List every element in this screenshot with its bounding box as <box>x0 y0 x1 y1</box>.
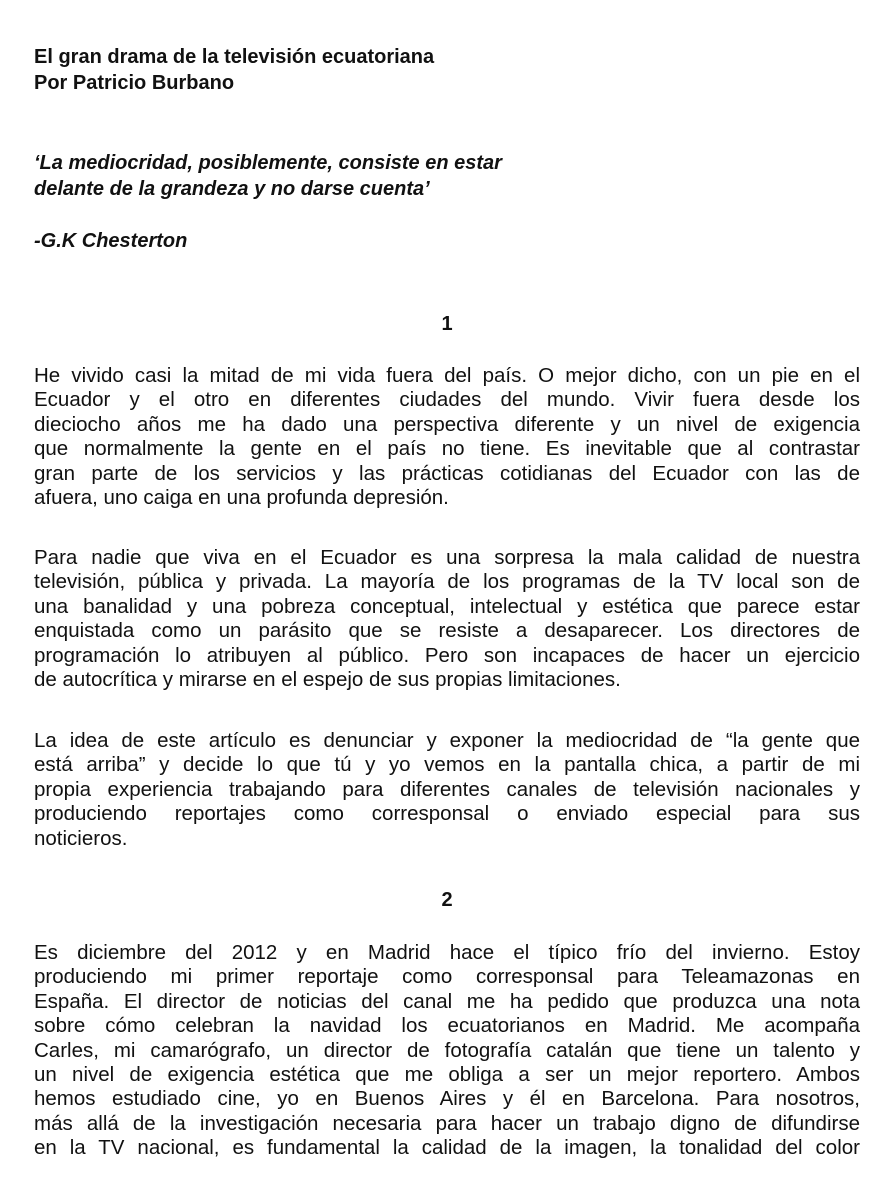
article-title: El gran drama de la televisión ecuatoriana <box>34 46 435 68</box>
text-line: He vivido casi la mitad de mi vida fuera del país. O mejor dicho, con un pie en el <box>34 364 860 387</box>
paragraph-1-3 <box>34 729 860 851</box>
text-line: que normalmente la gente en el país no tiene. Es inevitable que al contrastar <box>34 437 860 461</box>
text-line: un nivel de exigencia estética que me obliga a ser un mejor reportero. Ambos <box>34 1063 860 1087</box>
section-number-2: 2 <box>441 889 453 911</box>
epigraph-line-2: delante de la grandeza y no darse cuenta’ <box>34 178 430 200</box>
section-number-1: 1 <box>441 313 453 335</box>
text-line: Es diciembre del 2012 y en Madrid hace el típico frío del invierno. Estoy <box>34 941 860 964</box>
text-line: sobre cómo celebran la navidad los ecuatorianos en Madrid. Me acompaña <box>34 1014 860 1038</box>
epigraph-line-1: ‘La mediocridad, posiblemente, consiste en estar <box>34 152 502 174</box>
title-block <box>34 44 860 96</box>
text-line: La idea de este artículo es denunciar y exponer la mediocridad de “la gente que <box>34 729 860 752</box>
text-line: una banalidad y una pobreza conceptual, intelectual y estética que parece estar <box>34 594 860 618</box>
text-line: produciendo mi primer reportaje como corresponsal para Teleamazonas en <box>34 965 860 989</box>
text-line: dieciocho años me ha dado una perspectiva diferente y un nivel de exigencia <box>34 412 860 436</box>
text-line: más allá de la investigación necesaria para hacer un trabajo digno de difundirse <box>34 1111 860 1135</box>
text-line: Ecuador y el otro en diferentes ciudades del mundo. Vivir fuera desde los <box>34 388 860 412</box>
text-line: enquistada como un parásito que se resiste a desaparecer. Los directores de <box>34 619 860 643</box>
text-line: noticieros. <box>34 826 128 850</box>
text-line: propia experiencia trabajando para diferentes canales de televisión nacionales y <box>34 777 860 801</box>
epigraph-author: -G.K Chesterton <box>34 230 188 252</box>
text-line: afuera, uno caiga en una profunda depresión. <box>34 486 449 510</box>
text-line: está arriba” y decide lo que tú y yo vemos en la pantalla chica, a partir de mi <box>34 753 860 777</box>
text-line: de autocrítica y mirarse en el espejo de sus propias limitaciones. <box>34 668 621 692</box>
text-line: hemos estudiado cine, yo en Buenos Aires y él en Barcelona. Para nosotros, <box>34 1087 860 1111</box>
text-line: Carles, mi camarógrafo, un director de fotografía catalán que tiene un talento y <box>34 1038 860 1062</box>
text-line: televisión, pública y privada. La mayoría de los programas de la TV local son de <box>34 570 860 594</box>
paragraph-1-1 <box>34 364 860 510</box>
text-line: programación lo atribuyen al público. Pero son incapaces de hacer un ejercicio <box>34 643 860 667</box>
text-line: en la TV nacional, es fundamental la calidad de la imagen, la tonalidad del color <box>34 1136 860 1160</box>
paragraph-1-2 <box>34 546 860 692</box>
text-line: gran parte de los servicios y las prácticas cotidianas del Ecuador con las de <box>34 461 860 485</box>
text-line: España. El director de noticias del canal me ha pedido que produzca una nota <box>34 989 860 1013</box>
epigraph <box>34 150 860 202</box>
text-line: Para nadie que viva en el Ecuador es una sorpresa la mala calidad de nuestra <box>34 546 860 569</box>
article-byline: Por Patricio Burbano <box>34 72 235 94</box>
text-line: produciendo reportajes como corresponsal o enviado especial para sus <box>34 802 860 826</box>
paragraph-2-1 <box>34 941 860 1161</box>
